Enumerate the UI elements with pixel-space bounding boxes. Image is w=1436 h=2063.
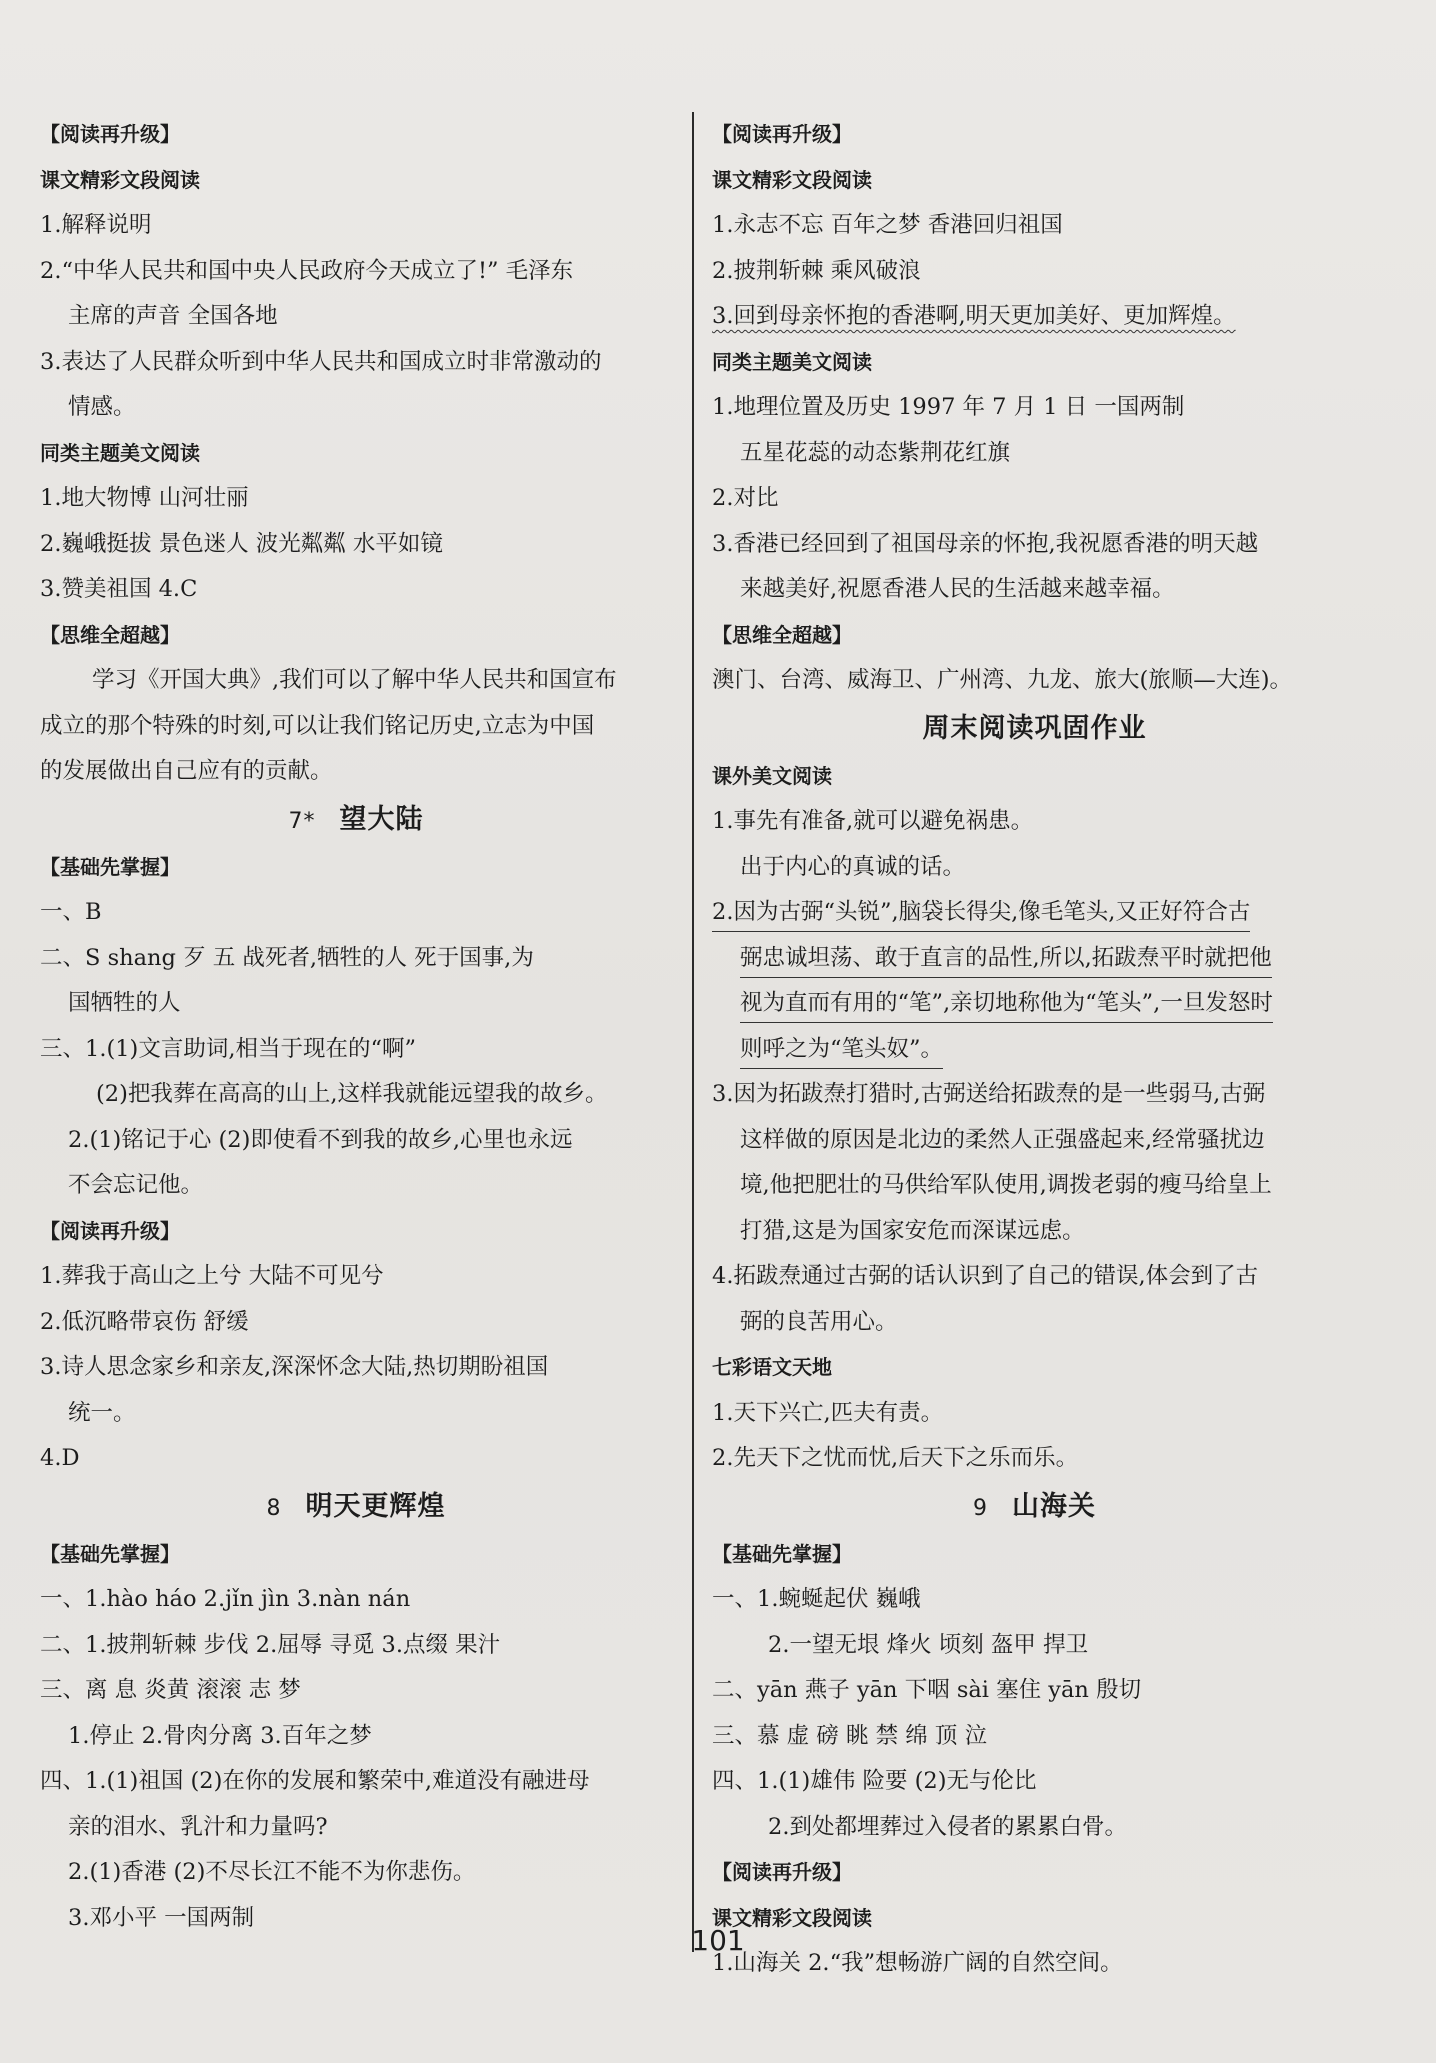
answer-line [712,658,1357,704]
page-number: 101 [691,1924,745,1957]
line-text: 不会忘记他。 [68,1172,204,1198]
section-heading [40,613,672,659]
answer-line [712,1072,1357,1118]
answer-line [712,1027,1357,1073]
answer-line [712,294,1357,340]
lesson-number: 8 [266,1495,282,1521]
lesson-title-text: 周末阅读巩固作业 [922,712,1147,744]
line-text: 课文精彩文段阅读 [712,1905,872,1930]
line-text: 来越美好,祝愿香港人民的生活越来越幸福。 [740,576,1175,602]
answer-line [712,385,1357,431]
lesson-title [712,704,1357,754]
answer-line [40,203,672,249]
answer-line [40,1850,672,1896]
answer-line [712,1623,1357,1669]
line-text: 三、慕 虚 磅 眺 禁 绵 顶 泣 [712,1722,988,1749]
line-text: 1.葬我于高山之上兮 大陆不可见兮 [40,1263,384,1289]
line-text: 2.低沉略带哀伤 舒缓 [40,1308,249,1335]
line-text: 4.D [40,1445,80,1471]
line-text: 1.地大物博 山河壮丽 [40,485,249,511]
line-text: 3.赞美祖国 4.C [40,576,198,602]
line-text: 情感。 [68,394,136,420]
line-text: 同类主题美文阅读 [40,440,200,465]
line-text: 三、离 息 炎黄 滚滚 志 梦 [40,1677,301,1703]
line-text: 国牺牲的人 [68,990,181,1016]
line-text: 2.披荆斩棘 乘风破浪 [712,257,921,284]
line-text: 3.诗人思念家乡和亲友,深深怀念大陆,热切期盼祖国 [40,1354,549,1380]
answer-line [712,522,1357,568]
subsection-heading [712,158,1357,204]
answer-line [712,1300,1357,1346]
line-text: 视为直而有用的“笔”,亲切地称他为“笔头”,一旦发怒时 [740,984,1273,1023]
line-text: 一、1.蜿蜒起伏 巍峨 [712,1586,921,1612]
subsection-heading [712,340,1357,386]
answer-line [712,1759,1357,1805]
line-text: 1.天下兴亡,匹夫有责。 [712,1399,944,1426]
line-text: 则呼之为“笔头奴”。 [740,1030,943,1069]
line-text: 一、B [40,899,102,925]
answer-line [712,890,1357,936]
answer-line [712,431,1357,477]
line-text: 三、1.(1)文言助词,相当于现在的“啊” [40,1035,416,1062]
answer-line [40,385,672,431]
line-text: 弼的良苦用心。 [740,1308,898,1335]
line-text: 【思维全超越】 [712,622,852,647]
section-heading [40,845,672,891]
section-heading [712,1532,1357,1578]
lesson-number: 7* [288,808,316,834]
line-text: 二、1.披荆斩棘 步伐 2.屈辱 寻觅 3.点缀 果汁 [40,1631,501,1658]
subsection-heading [712,754,1357,800]
line-text: 2.“中华人民共和国中央人民政府今天成立了!” 毛泽东 [40,257,574,284]
line-text: 弼忠诚坦荡、敢于直言的品性,所以,拓跋焘平时就把他 [740,939,1272,978]
line-text: 【阅读再升级】 [40,122,180,146]
answer-line [712,476,1357,522]
line-text: 1.停止 2.骨肉分离 3.百年之梦 [68,1722,372,1749]
line-text: 3.表达了人民群众听到中华人民共和国成立时非常激动的 [40,348,602,375]
answer-line [40,1300,672,1346]
line-text: (2)把我葬在高高的山上,这样我就能远望我的故乡。 [96,1081,608,1107]
answer-line [40,749,672,795]
answer-line [712,1668,1357,1714]
section-heading [712,1850,1357,1896]
answer-line [712,936,1357,982]
line-text: 课外美文阅读 [712,763,832,788]
line-text: 澳门、台湾、威海卫、广州湾、九龙、旅大(旅顺—大连)。 [712,667,1293,693]
answer-line [40,1577,672,1623]
answer-line [712,1118,1357,1164]
answer-line [40,1391,672,1437]
answer-line [40,1805,672,1851]
line-text: 3.邓小平 一国两制 [68,1904,255,1931]
line-text: 3.因为拓跋焘打猎时,古弼送给拓跋焘的是一些弱马,古弼 [712,1081,1266,1107]
answer-line [712,981,1357,1027]
answer-line [40,1254,672,1300]
answer-line [712,799,1357,845]
answer-line [40,567,672,613]
line-text: 【阅读再升级】 [712,122,852,146]
answer-line [40,981,672,1027]
answer-line [40,890,672,936]
line-text: 1.山海关 2.“我”想畅游广阔的自然空间。 [712,1950,1123,1976]
answer-line [712,1714,1357,1760]
line-text: 4.拓跋焘通过古弼的话认识到了自己的错误,体会到了古 [712,1263,1259,1289]
line-text: 一、1.hào háo 2.jǐn jìn 3.nàn nán [40,1586,411,1612]
line-text: 2.到处都埋葬过入侵者的累累白骨。 [768,1813,1127,1840]
line-text: 课文精彩文段阅读 [712,167,872,192]
line-text: 主席的声音 全国各地 [68,303,278,329]
lesson-title [712,1482,1357,1532]
left-column [40,112,672,1941]
answer-line [712,1254,1357,1300]
answer-line [40,522,672,568]
answer-line [40,1436,672,1482]
line-text: 二、yān 燕子 yān 下咽 sài 塞住 yān 殷切 [712,1677,1142,1703]
answer-line [40,1345,672,1391]
line-text: 3.香港已经回到了祖国母亲的怀抱,我祝愿香港的明天越 [712,530,1259,557]
line-text: 2.(1)铭记于心 (2)即使看不到我的故乡,心里也永远 [68,1126,573,1153]
answer-line [40,1027,672,1073]
lesson-title [40,795,672,845]
line-text: 1.永志不忘 百年之梦 香港回归祖国 [712,212,1063,238]
line-text: 七彩语文天地 [712,1355,832,1379]
answer-line [40,340,672,386]
line-text: 【阅读再升级】 [40,1218,180,1243]
line-text: 课文精彩文段阅读 [40,167,200,192]
answer-line [712,845,1357,891]
section-heading [712,613,1357,659]
lesson-title-text: 望大陆 [339,803,424,835]
right-column [712,112,1357,1987]
answer-line [40,1163,672,1209]
answer-line [40,1668,672,1714]
line-text: 二、S shang 歹 五 战死者,牺牲的人 死于国事,为 [40,944,534,971]
answer-line [40,704,672,750]
answer-line [40,249,672,295]
line-text: 1.解释说明 [40,212,152,238]
line-text: 【思维全超越】 [40,622,180,647]
section-heading [40,1532,672,1578]
answer-line [712,1436,1357,1482]
answer-line [40,936,672,982]
line-text: 学习《开国大典》,我们可以了解中华人民共和国宣布 [92,667,617,693]
answer-line [712,567,1357,613]
answer-line [40,1072,672,1118]
answer-line [712,249,1357,295]
line-text: 打猎,这是为国家安危而深谋远虑。 [740,1217,1085,1244]
answer-line [712,1577,1357,1623]
lesson-number: 9 [973,1495,988,1521]
line-text: 统一。 [68,1399,136,1426]
subsection-heading [40,158,672,204]
line-text: 2.先天下之忧而忧,后天下之乐而乐。 [712,1445,1079,1471]
section-heading [712,112,1357,158]
answer-line [712,1209,1357,1255]
answer-line [712,203,1357,249]
line-text: 四、1.(1)祖国 (2)在你的发展和繁荣中,难道没有融进母 [40,1768,590,1794]
section-heading [40,112,672,158]
column-divider [692,112,694,1952]
subsection-heading [40,431,672,477]
answer-line [40,476,672,522]
lesson-title-text: 山海关 [1012,1490,1096,1522]
line-text: 【基础先掌握】 [40,1541,180,1566]
line-text: 2.因为古弼“头锐”,脑袋长得尖,像毛笔头,又正好符合古 [712,893,1250,932]
line-text: 五星花蕊的动态紫荆花红旗 [740,439,1011,466]
answer-line [40,1118,672,1164]
line-text: 亲的泪水、乳汁和力量吗? [68,1813,328,1840]
answer-line [40,1714,672,1760]
line-text: 【基础先掌握】 [712,1541,852,1566]
lesson-title [40,1482,672,1532]
line-text: 1.地理位置及历史 1997 年 7 月 1 日 一国两制 [712,394,1185,420]
line-text: 2.对比 [712,485,779,511]
line-text: 2.巍峨挺拔 景色迷人 波光粼粼 水平如镜 [40,530,443,557]
answer-line [712,1391,1357,1437]
line-text: 成立的那个特殊的时刻,可以让我们铭记历史,立志为中国 [40,712,595,739]
answer-line [40,658,672,704]
line-text: 【基础先掌握】 [40,854,180,879]
lesson-title-text: 明天更辉煌 [305,1490,446,1522]
line-text: 【阅读再升级】 [712,1860,852,1884]
answer-line [40,294,672,340]
line-text: 1.事先有准备,就可以避免祸患。 [712,808,1034,834]
answer-line [712,1163,1357,1209]
line-text: 2.(1)香港 (2)不尽长江不能不为你悲伤。 [68,1859,476,1885]
section-heading [40,1209,672,1255]
subsection-heading [712,1345,1357,1391]
answer-line [40,1759,672,1805]
line-text: 出于内心的真诚的话。 [740,853,966,880]
line-text: 2.一望无垠 烽火 顷刻 盔甲 捍卫 [768,1631,1089,1658]
line-text: 这样做的原因是北边的柔然人正强盛起来,经常骚扰边 [740,1126,1265,1153]
answer-line [712,1805,1357,1851]
line-text: 同类主题美文阅读 [712,349,872,374]
line-text: 境,他把肥壮的马供给军队使用,调拨老弱的瘦马给皇上 [740,1172,1272,1198]
line-text: 3.回到母亲怀抱的香港啊,明天更加美好、更加辉煌。 [712,303,1236,329]
line-text: 的发展做出自己应有的贡献。 [40,758,333,784]
line-text: 四、1.(1)雄伟 险要 (2)无与伦比 [712,1768,1037,1794]
answer-line [40,1623,672,1669]
